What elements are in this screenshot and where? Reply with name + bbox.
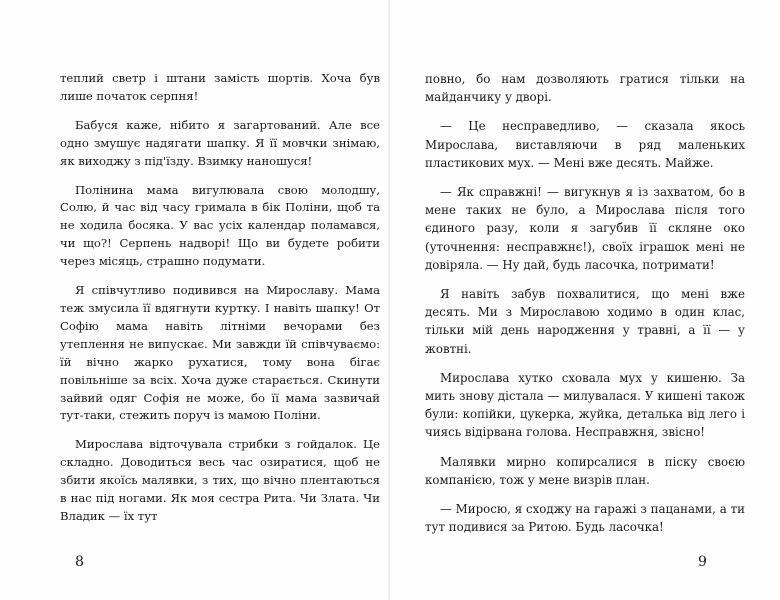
paragraph: Мирослава відточувала стрибки з гойдалок. Це складно. Доводиться весь час озиратися, щоб не збити якоїсь малявки, з тих, що вічно плентаються в нас під ногами. Як моя сестра Рита. Чи Злата. Чи Владик — їх тут — [60, 437, 380, 523]
paragraph: Малявки мирно копирсалися в піску своєю компанією, тож у мене визрів план. — [425, 454, 745, 487]
paragraph: — Це несправедливо, — сказала якось Мирослава, виставляючи в ряд маленьких пластикових мух. — Мені вже десять. Майже. — [425, 119, 745, 170]
paragraph: Бабуся каже, нібито я загартований. Але все одно змушує надягати шапку. Я її мовчки знімаю, як виходжу з під'їзду. Взимку наношуся! — [60, 117, 380, 168]
paragraph: теплий светр і штани замість шортів. Хоча був лише початок серпня! — [60, 71, 380, 103]
paragraph: — Як справжні! — вигукнув я із захватом, бо в мене таких не було, а Мирослава після того єдиного разу, коли я загубив її скляне око (уточнення: несправжнє!), своїх іграшок мені не довіряла. — Ну дай, будь ласочка, потримати! — [425, 185, 745, 272]
paragraph: Мирослава хутко сховала мух у кишеню. За мить знову дістала — милувалася. У кишені також були: копійки, цукерка, жуйка, деталька від лего і чиясь відірвана голова. Несправжня, звісно! — [425, 370, 745, 440]
paragraph: — Миросю, я сходжу на гаражі з пацанами, а ти тут подивися за Ритою. Будь ласочка! — [425, 502, 745, 535]
left-page-text — [60, 70, 380, 526]
paragraph: повно, бо нам дозволяють гратися тільки на майданчику у дворі. — [425, 72, 745, 105]
page-number: 8 — [75, 554, 84, 570]
right-page-text — [425, 70, 745, 536]
right-page — [390, 0, 780, 600]
paragraph: Я навіть забув похвалитися, що мені вже десять. Ми з Мирославою ходимо в один клас, тільки мій день народження у травні, а її — у жовтні. — [425, 287, 745, 356]
paragraph: Полінина мама вигулювала свою молодшу, Солю, й час від часу гримала в бік Поліни, щоб та не ходила босяка. У вас усіх календар поламався, чи що?! Серпень надворі! Що ви будете робити через місяць, страшно подумати. — [60, 182, 380, 269]
paragraph: Я співчутливо подивився на Мирославу. Мама теж змусила її вдягнути куртку. І навіть шапку! От Софію мама навіть літніми вечорами без утеплення не випускає. Ми завжди їй співчуваємо: їй вічно жарко рухатися, тому вона бігає повільніше за всіх. Хоча дуже старається. Скинути зайвий одяг Софія не може, бо її мама зазвичай тут-таки, стежить поруч із мамою Поліни. — [60, 283, 380, 423]
page-number: 9 — [698, 554, 707, 570]
